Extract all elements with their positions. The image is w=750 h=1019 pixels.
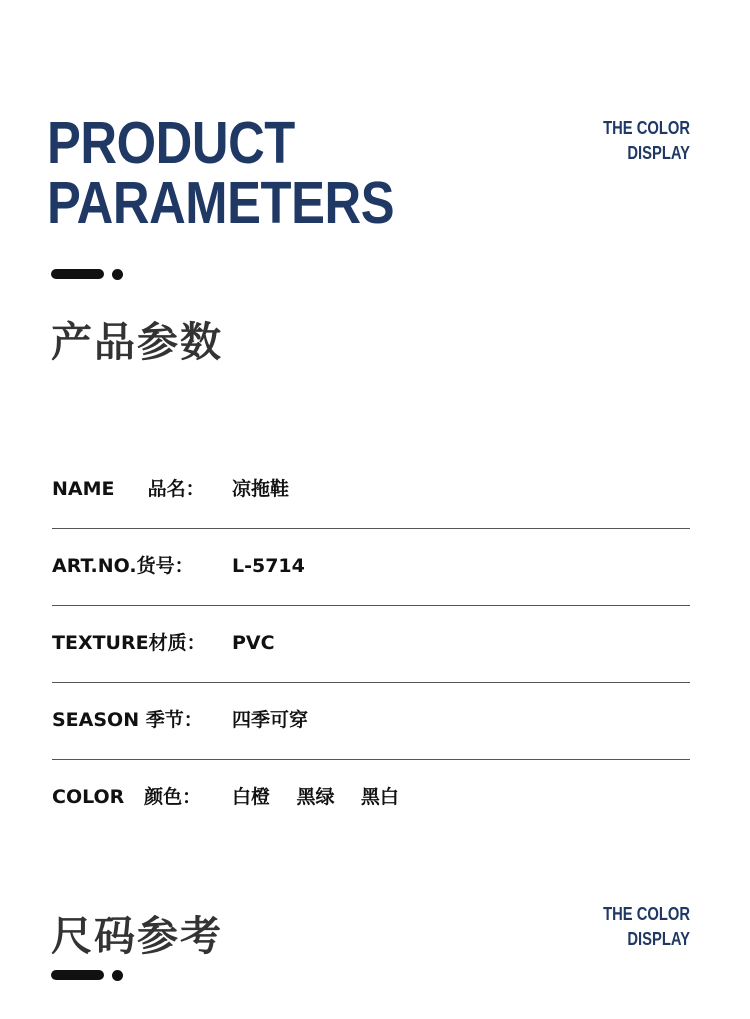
parameter-row-name	[52, 452, 690, 529]
page-title-line-1: PRODUCT	[47, 110, 295, 176]
color-display-label-line-1: THE COLOR	[603, 904, 690, 924]
color-display-label-line-2: DISPLAY	[627, 143, 690, 163]
parameter-value: 凉拖鞋	[232, 478, 290, 500]
parameter-value: L-5714	[232, 555, 305, 577]
parameter-label: NAME 品名：	[52, 478, 205, 500]
color-display-label-line-2: DISPLAY	[627, 929, 690, 949]
parameter-row-season	[52, 683, 690, 760]
parameter-label: COLOR 颜色：	[52, 786, 202, 808]
parameter-table	[52, 452, 690, 836]
parameter-row-art-no	[52, 529, 690, 606]
parameter-label: ART.NO.货号：	[52, 555, 194, 577]
section-heading-size-reference: 尺码参考	[51, 912, 223, 960]
divider-bar	[51, 269, 104, 279]
divider-bar	[51, 970, 104, 980]
parameter-value: PVC	[232, 632, 275, 654]
color-display-label-bottom	[603, 902, 690, 952]
page-title-line-2: PARAMETERS	[47, 170, 395, 236]
page-title	[47, 110, 395, 236]
parameter-row-texture	[52, 606, 690, 683]
parameter-value: 四季可穿	[232, 709, 309, 731]
parameter-label: SEASON 季节：	[52, 709, 203, 731]
color-display-label-line-1: THE COLOR	[603, 118, 690, 138]
parameter-label: TEXTURE材质：	[52, 632, 206, 654]
divider-dot	[112, 269, 123, 280]
decorative-divider-top	[51, 269, 126, 279]
color-display-label-top	[603, 116, 690, 166]
parameter-value: 白橙 黑绿 黑白	[232, 786, 399, 808]
divider-dot	[112, 970, 123, 981]
section-heading-product-params: 产品参数	[51, 318, 223, 366]
decorative-divider-bottom	[51, 970, 126, 980]
parameter-row-color	[52, 760, 690, 836]
